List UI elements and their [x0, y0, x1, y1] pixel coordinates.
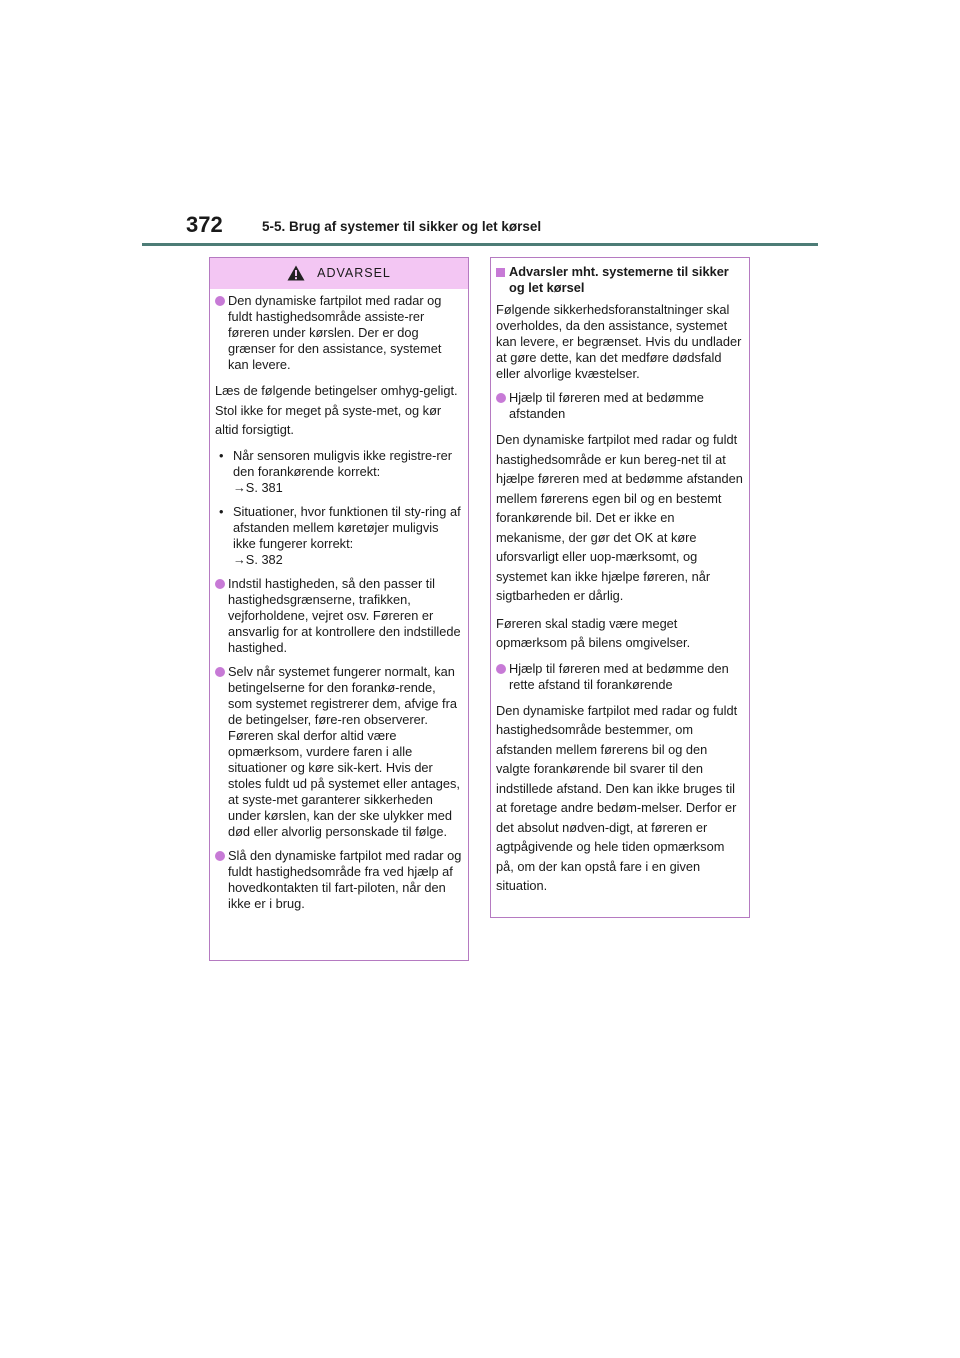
warning-triangle-icon — [287, 265, 305, 281]
warning-bullet-3 — [215, 664, 462, 840]
bullet-text: Indstil hastigheden, så den passer til hastighedsgrænserne, trafikken, vejforholdene, vejret osv. Føreren er ansvarlig for at kontrollere den indstillede hastighed. — [228, 575, 461, 655]
bullet-text: Slå den dynamiske fartpilot med radar og fuldt hastighedsområde fra ved hjælp af hovedkontakten til fart-piloten, når den ikke er i brug. — [228, 847, 462, 911]
sub-item-text: Når sensoren muligvis ikke registre-rer den forankørende korrekt: — [233, 447, 453, 479]
bullet-dot — [215, 667, 225, 677]
section-title: Advarsler mht. systemerne til sikker og let kørsel — [509, 264, 729, 295]
bullet-text: Den dynamiske fartpilot med radar og fuldt hastighedsområde assiste-rer føreren under kørslen. Der er dog grænser for den assistance, systemet kan levere. — [228, 293, 442, 372]
warning-sub-item-1 — [215, 448, 462, 496]
header-rule — [142, 243, 818, 246]
warning-sub-item-2 — [215, 504, 462, 568]
warning-box — [209, 257, 469, 961]
precautions-box — [490, 257, 750, 918]
bullet-dot — [215, 851, 225, 861]
sub-bullet-mark: • — [219, 503, 224, 519]
section-square-icon — [496, 268, 505, 277]
bullet-text: Selv når systemet fungerer normalt, kan betingelserne for den forankø-rende, som systemet registrerer dem, afvige fra de betingelser, føre-ren observerer. Føreren skal derfor altid være opmærksom, vurdere faren i alle situationer og køre sik-kert. Hvis der stoles fuldt ud på systemet eller antages, at syste-met garanterer sikkerheden under kørslen, kan der ske ulykker med død eller alvorlig personskade til følge. — [228, 663, 460, 839]
bullet-dot — [496, 664, 506, 674]
warning-title: ADVARSEL — [317, 266, 391, 280]
bullet-text: Hjælp til føreren med at bedømme afstanden — [509, 390, 704, 421]
precaution-bullet-1 — [496, 390, 743, 422]
chapter-title: 5-5. Brug af systemer til sikker og let kørsel — [262, 219, 542, 234]
page-reference-381[interactable]: →S. 381 — [233, 479, 283, 495]
warning-paragraph: Læs de følgende betingelser omhyg-geligt. Stol ikke for meget på syste-met, og kør altid forsigtigt. — [215, 383, 458, 437]
bullet-dot — [215, 296, 225, 306]
precaution-paragraph-3: Den dynamiske fartpilot med radar og fuldt hastighedsområde bestemmer, om afstanden mellem førerens bil og den valgte forankørende bil svarer til den indstillede afstand. Den kan ikke bruges til at foretage andre bedøm-melser. Derfor er det absolut nødven-digt, at føreren er agtpågivende og hele tiden opmærksom på, om der kan opstå fare i en given situation. — [496, 702, 738, 893]
page-number: 372 — [186, 212, 223, 237]
sub-item-text: Situationer, hvor funktionen til sty-ring af afstanden mellem køretøjer muligvis ikke fungerer korrekt: — [233, 503, 461, 551]
precaution-paragraph-1: Den dynamiske fartpilot med radar og fuldt hastighedsområde er kun bereg-net til at hjælpe føreren med at bedømme afstanden mellem førerens egen bil og en bestemt forankørende bil. Det er ikke en mekanisme, der gør det OK at køre uforsvarligt eller uop-mærksomt, og systemet kan ikke hjælpe føreren, når sigtbarheden er dårlig. — [496, 432, 743, 603]
precaution-bullet-2 — [496, 661, 743, 693]
warning-header — [210, 258, 468, 289]
warning-bullet-2 — [215, 576, 462, 656]
section-heading — [496, 264, 743, 296]
sub-bullet-mark: • — [219, 447, 224, 463]
bullet-dot — [496, 393, 506, 403]
warning-bullet-1 — [215, 293, 462, 373]
bullet-text: Hjælp til føreren med at bedømme den rette afstand til forankørende — [509, 660, 729, 692]
page-reference-382[interactable]: →S. 382 — [233, 551, 283, 567]
bullet-dot — [215, 579, 225, 589]
warning-bullet-4 — [215, 848, 462, 912]
precaution-paragraph-2: Føreren skal stadig være meget opmærksom på bilens omgivelser. — [496, 615, 691, 650]
intro-text: Følgende sikkerhedsforanstaltninger skal overholdes, da den assistance, systemet kan levere, er begrænset. Hvis du undlader at gøre dette, kan det medføre dødsfald eller alvorlige kvæstelser. — [496, 302, 742, 381]
